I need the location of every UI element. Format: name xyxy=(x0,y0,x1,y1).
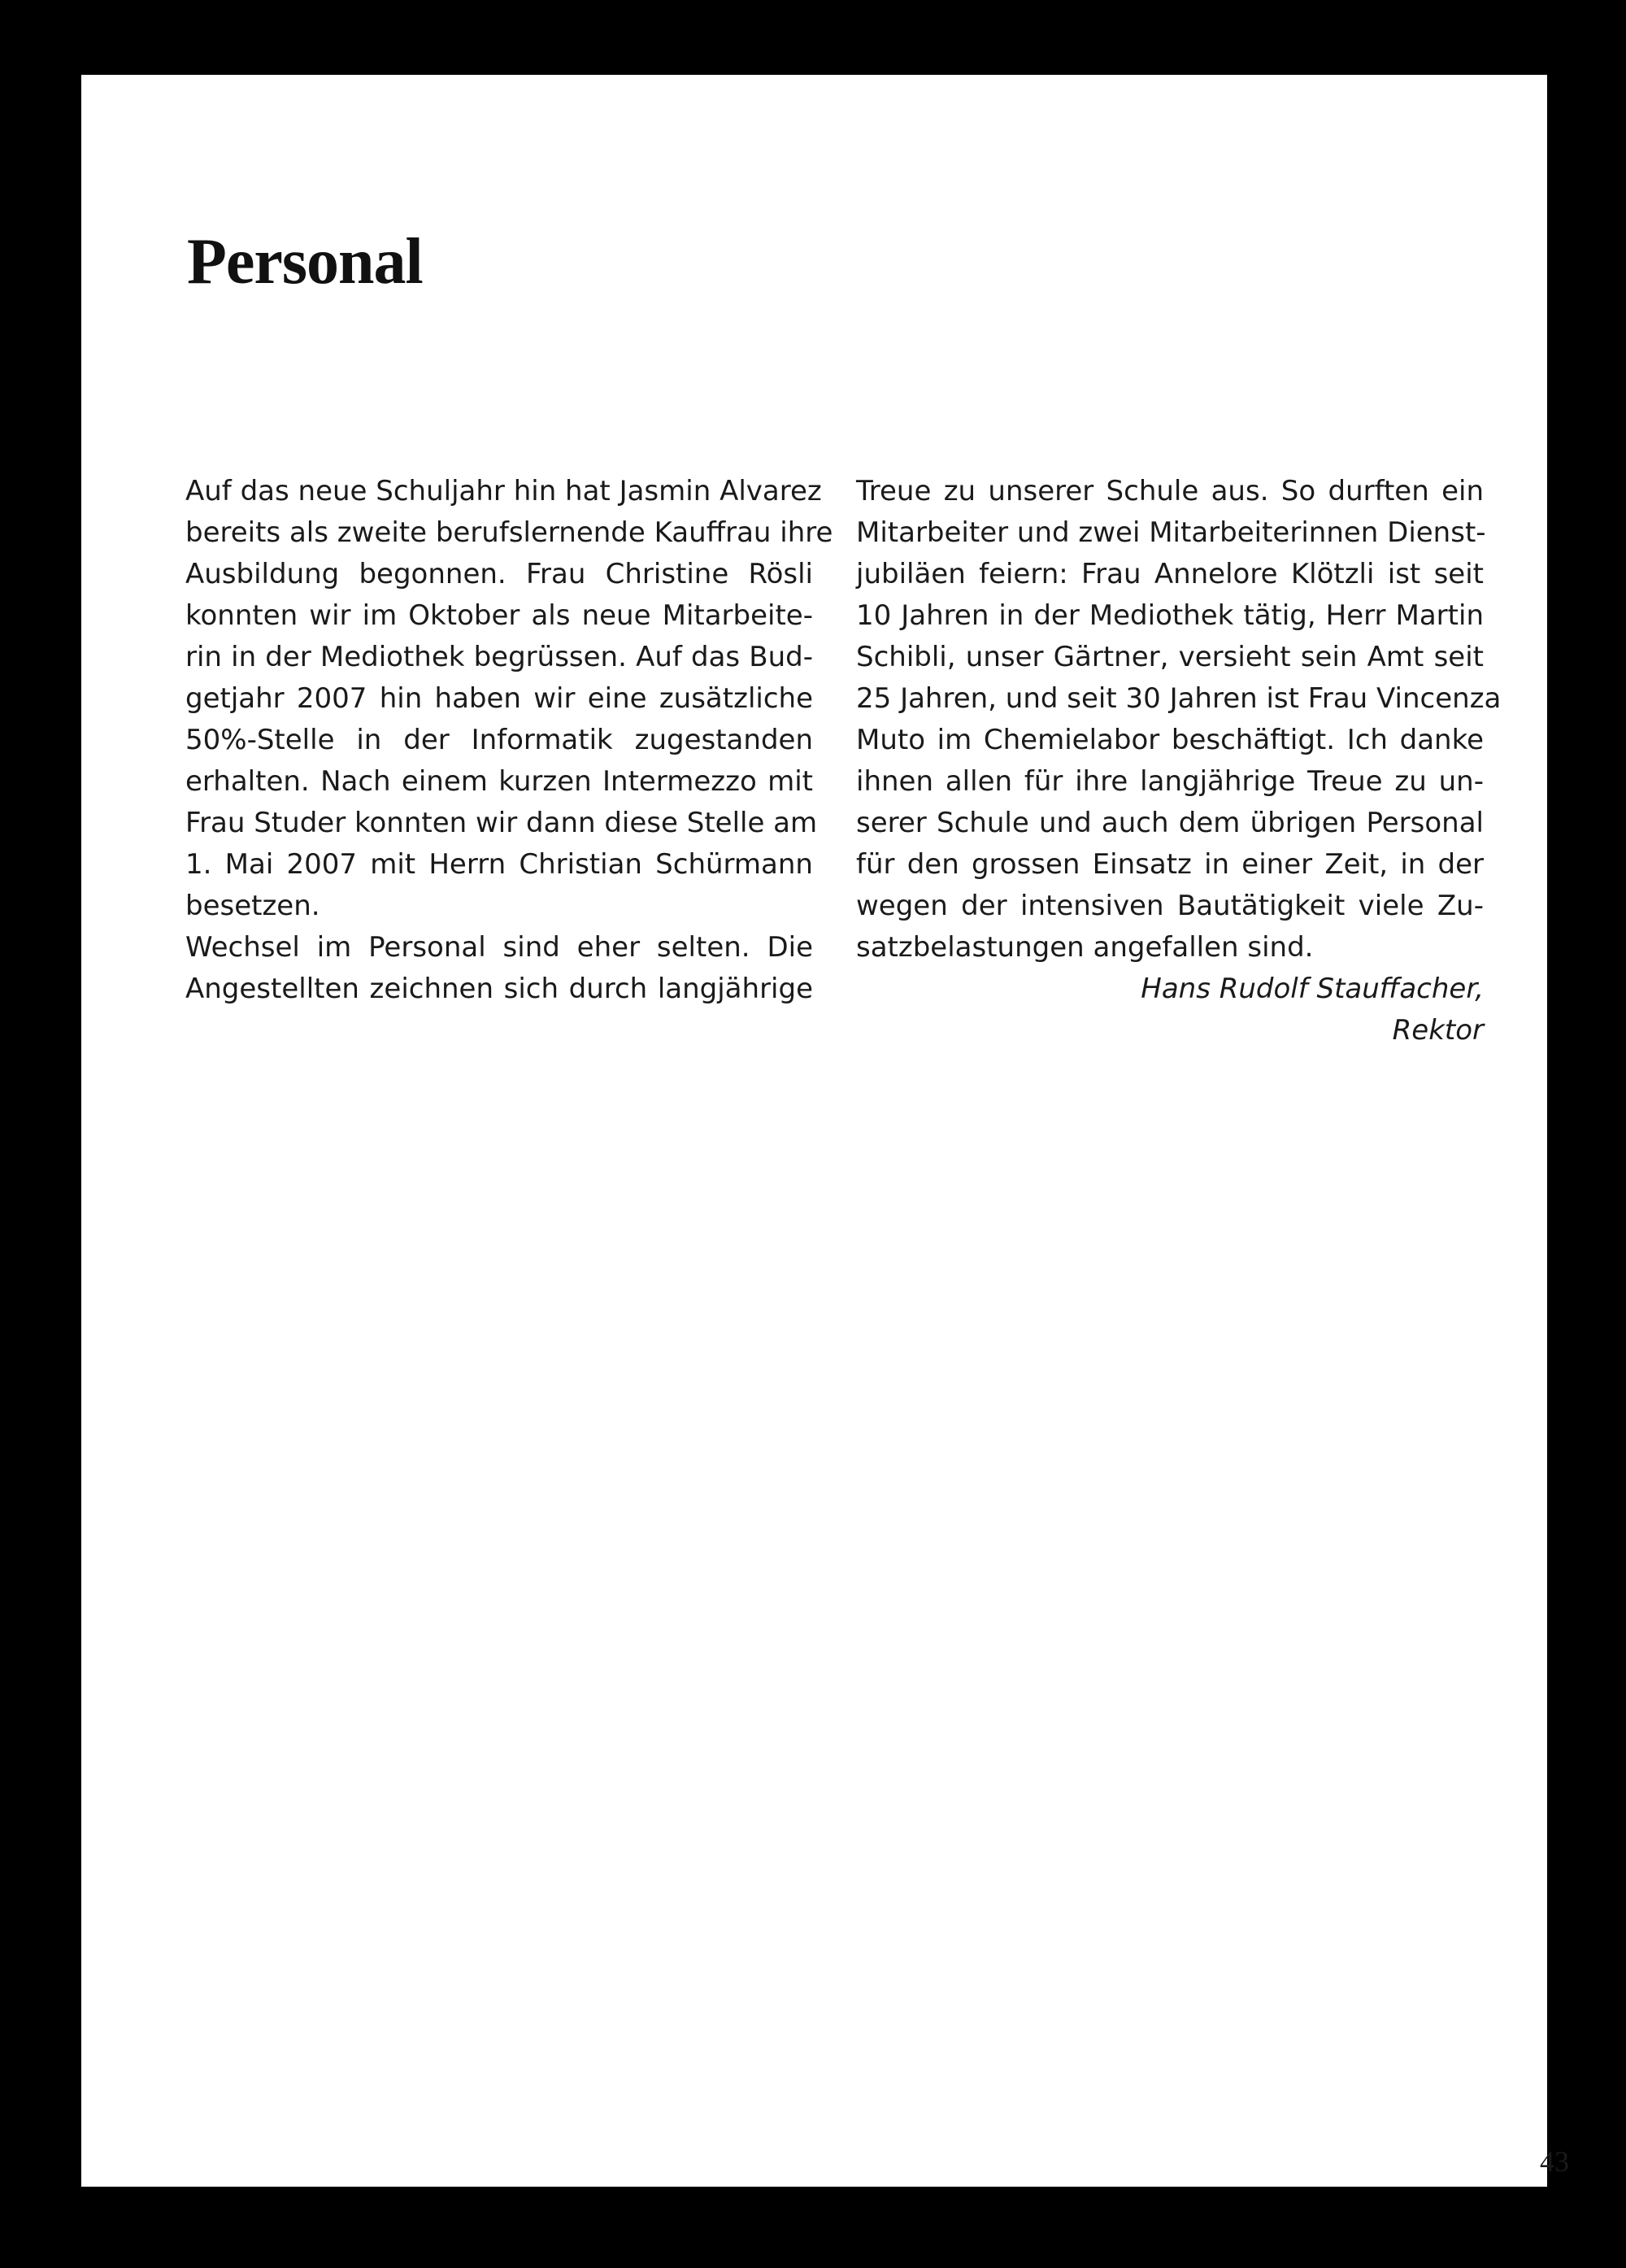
left-text-column xyxy=(185,471,833,1010)
text-line: Auf das neue Schuljahr hin hat Jasmin Alvarez xyxy=(185,475,822,507)
text-line: für den grossen Einsatz in einer Zeit, in der xyxy=(856,848,1484,881)
text-line: serer Schule und auch dem übrigen Personal xyxy=(856,807,1484,839)
signature-name: Hans Rudolf Stauffacher, xyxy=(1141,973,1484,1005)
text-line: getjahr 2007 hin haben wir eine zusätzliche xyxy=(185,682,813,715)
text-line: wegen der intensiven Bautätigkeit viele Zu- xyxy=(856,890,1484,922)
text-line: Mitarbeiter und zwei Mitarbeiterinnen Dienst- xyxy=(856,516,1486,549)
text-line: Angestellten zeichnen sich durch langjährige xyxy=(185,973,813,1005)
text-line: 25 Jahren, und seit 30 Jahren ist Frau Vincenza xyxy=(856,682,1502,715)
page-number: 43 xyxy=(1540,2145,1569,2178)
text-line: 10 Jahren in der Mediothek tätig, Herr Martin xyxy=(856,599,1484,632)
text-line: 1. Mai 2007 mit Herrn Christian Schürmann xyxy=(185,848,813,881)
page-title: Personal xyxy=(187,226,423,298)
text-line: rin in der Mediothek begrüssen. Auf das Bud- xyxy=(185,641,813,673)
text-line: Ausbildung begonnen. Frau Christine Rösli xyxy=(185,558,813,590)
text-line: konnten wir im Oktober als neue Mitarbeite- xyxy=(185,599,813,632)
text-line: satzbelastungen angefallen sind. xyxy=(856,931,1314,964)
text-line: Muto im Chemielabor beschäftigt. Ich danke xyxy=(856,724,1484,756)
text-line: Schibli, unser Gärtner, versieht sein Amt seit xyxy=(856,641,1484,673)
text-line: Frau Studer konnten wir dann diese Stelle am xyxy=(185,807,818,839)
text-line: ihnen allen für ihre langjährige Treue zu un- xyxy=(856,765,1484,798)
text-line: besetzen. xyxy=(185,890,320,922)
text-line: jubiläen feiern: Frau Annelore Klötzli ist seit xyxy=(856,558,1484,590)
text-line: Wechsel im Personal sind eher selten. Die xyxy=(185,931,813,964)
text-line: erhalten. Nach einem kurzen Intermezzo mit xyxy=(185,765,813,798)
text-line: bereits als zweite berufslernende Kauffrau ihre xyxy=(185,516,833,549)
right-text-column xyxy=(856,471,1502,1051)
signature-role: Rektor xyxy=(1392,1014,1484,1047)
document-page xyxy=(81,75,1569,2187)
text-line: Treue zu unserer Schule aus. So durften ein xyxy=(856,475,1484,507)
text-line: 50%-Stelle in der Informatik zugestanden xyxy=(185,724,813,756)
